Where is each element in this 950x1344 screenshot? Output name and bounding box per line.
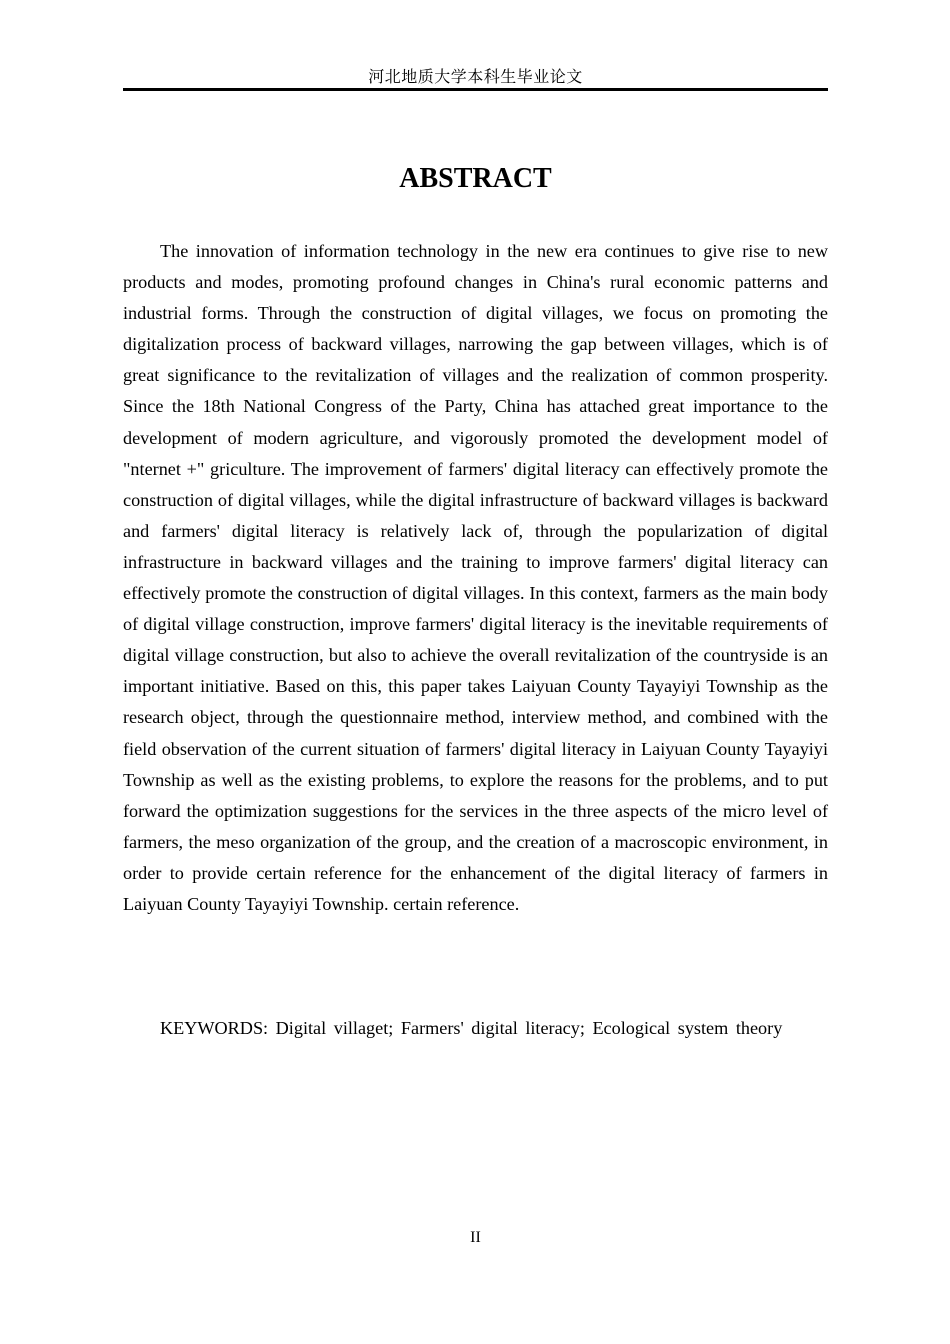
keywords-line	[123, 1013, 828, 1044]
page-number: II	[470, 1229, 481, 1246]
keywords-label: KEYWORDS:	[160, 1018, 269, 1038]
keywords-text: Digital villaget; Farmers' digital literacy; Ecological system theory	[268, 1018, 783, 1038]
running-header: 河北地质大学本科生毕业论文	[368, 67, 583, 86]
header-rule	[123, 88, 828, 91]
abstract-title: ABSTRACT	[399, 163, 552, 194]
abstract-body: The innovation of information technology in the new era continues to give rise to new products and modes, promoting profound changes in China's rural economic patterns and industrial forms. Through the construction of digital villages, we focus on promoting the digitalization process of backward villages, narrowing the gap between villages, which is of great significance to the revitalization of villages and the realization of common prosperity. Since the 18th National Congress of the Party, China has attached great importance to the development of modern agriculture, and vigorously promoted the development model of "nternet +" griculture. The improvement of farmers' digital literacy can effectively promote the construction of digital villages, while the digital infrastructure of backward villages is backward and farmers' digital literacy is relatively lack of, through the popularization of digital infrastructure in backward villages and the training to improve farmers' digital literacy can effectively promote the construction of digital villages. In this context, farmers as the main body of digital village construction, improve farmers' digital literacy is the inevitable requirements of digital village construction, but also to achieve the overall revitalization of the countryside is an important initiative. Based on this, this paper takes Laiyuan County Tayayiyi Township as the research object, through the questionnaire method, interview method, and combined with the field observation of the current situation of farmers' digital literacy in Laiyuan County Tayayiyi Township as well as the existing problems, to explore the reasons for the problems, and to put forward the optimization suggestions for the services in the three aspects of the micro level of farmers, the meso organization of the group, and the creation of a macroscopic environment, in order to provide certain reference for the enhancement of the digital literacy of farmers in Laiyuan County Tayayiyi Township. certain reference.	[123, 241, 828, 914]
